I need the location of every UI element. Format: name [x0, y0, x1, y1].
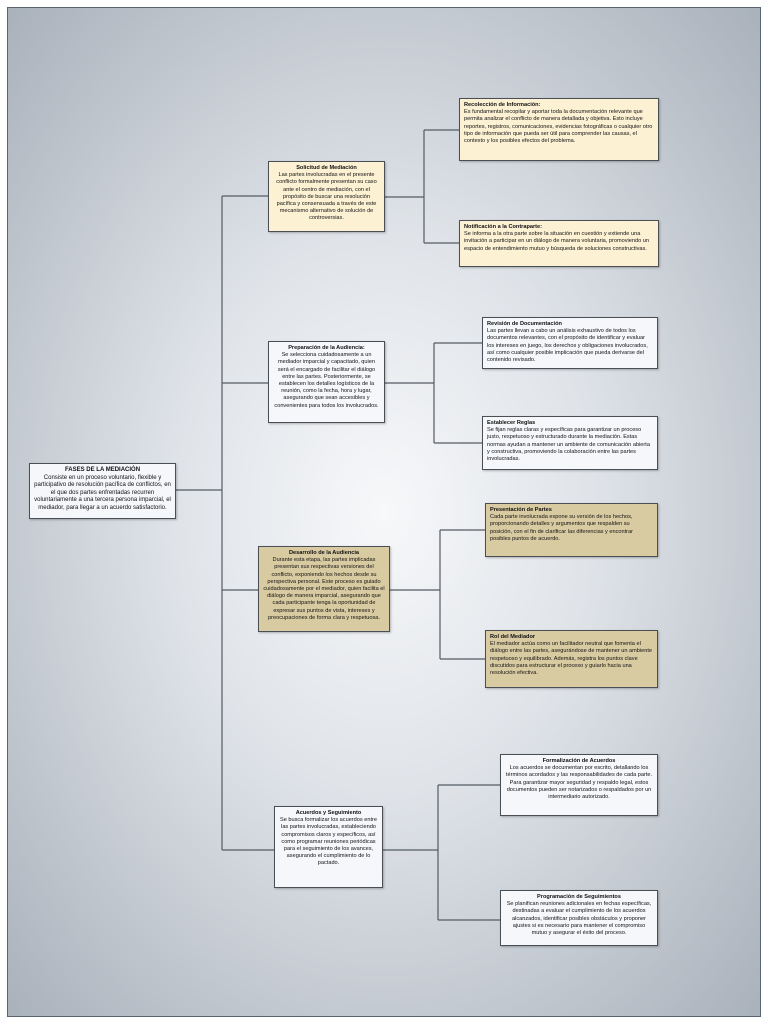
- node-text: Los acuerdos se documentan por escrito, detallando los términos acordados y las responsabilidades de cada parte. Para garantizar mayor seguridad y respaldo legal, estos documentos pueden ser notarizados o respaldados por un intermediario autorizado.: [505, 765, 653, 801]
- node-title: Establecer Reglas: [487, 420, 536, 426]
- node-text: Se informa a la otra parte sobre la situación en cuestión y extiende una invitación a participar en un diálogo de manera voluntaria, promoviendo un espacio de entendimiento mutuo y búsqueda de soluciones constructivas.: [464, 231, 650, 252]
- phase-desarrollo-node: [258, 546, 390, 632]
- phase-preparacion-node: [268, 341, 385, 423]
- connector-p3-children: [390, 530, 485, 659]
- node-title: Programación de Seguimientos: [537, 894, 621, 900]
- node-title: Formalización de Acuerdos: [542, 758, 616, 764]
- reglas-node: [482, 416, 658, 470]
- node-title: Revisión de Documentación: [487, 321, 562, 327]
- connector-p1-children: [385, 130, 459, 243]
- root-node: [29, 463, 176, 519]
- node-title: Presentación de Partes: [490, 507, 552, 513]
- node-text: Las partes llevan a cabo un análisis exhaustivo de todos los documentos relevantes, con el propósito de identificar y evaluar los intereses en juego, los derechos y obligaciones involucrados, así como cualquier posible implicación que pueda derivarse del contenido revisado.: [487, 328, 648, 364]
- connector-p4-children: [383, 785, 500, 920]
- phase-solicitud-node: [268, 161, 385, 232]
- node-text: El mediador actúa como un facilitador neutral que fomenta el diálogo entre las partes, asegurándose de mantener un ambiente respetuoso y equilibrado. Además, registra los puntos clave discutidos para estructurar el proceso y guiarlo hacia una resolución efectiva.: [490, 641, 653, 677]
- node-title: Rol del Mediador: [490, 634, 536, 640]
- phase-text: Se selecciona cuidadosamente a un mediador imparcial y capacitado, quien será el encargado de facilitar el diálogo entre las partes. Posteriormente, se establecen los detalles logísticos de la reunión, como la fecha, hora y lugar, asegurando que sean accesibles y convenientes para todos los involucrados.: [274, 352, 379, 409]
- recoleccion-node: [459, 98, 659, 161]
- phase-title: Solicitud de Mediación: [296, 165, 357, 171]
- node-title: Recolección de Información:: [464, 102, 541, 108]
- rol-mediador-node: [485, 630, 658, 688]
- node-text: Se fijan reglas claras y específicas para garantizar un proceso justo, respetuoso y estructurado durante la mediación. Estas normas ayudan a mantener un ambiente de comunicación abierta y constructiva, promoviendo la colaboración entre las partes involucradas.: [487, 427, 650, 463]
- phase-text: Las partes involucradas en el presente conflicto formalmente presentan su caso ante el centro de mediación, con el propósito de buscar una resolución pacífica y consensuada a través de este mecanismo alternativo de solución de controversias.: [276, 172, 377, 222]
- node-text: Cada parte involucrada expone su versión de los hechos, proporcionando detalles y argumentos que respalden su posición, con el fin de clarificar las diferencias y encontrar posibles puntos de acuerdo.: [490, 514, 634, 542]
- phase-text: Se busca formalizar los acuerdos entre las partes involucradas, estableciendo compromisos claros y específicos, así como programar reuniones periódicas para el seguimiento de los avances, asegurando el cumplimiento de lo pactado.: [279, 817, 377, 867]
- notificacion-node: [459, 220, 659, 267]
- presentacion-node: [485, 503, 658, 557]
- root-text: Consiste en un proceso voluntario, flexible y participativo de resolución pacífica de conflictos, en el que dos partes enfrentadas recurren voluntariamente a una tercera persona imparcial, el mediador, para llegar a un acuerdo satisfactorio.: [34, 474, 171, 511]
- programacion-node: [500, 890, 658, 946]
- root-title: FASES DE LA MEDIACIÓN: [64, 467, 141, 473]
- phase-acuerdos-node: [274, 806, 383, 888]
- phase-title: Acuerdos y Seguimiento: [295, 810, 362, 816]
- node-text: Se planifican reuniones adicionales en fechas específicas, destinadas a evaluar el cumplimiento de los acuerdos alcanzados, identificar posibles obstáculos y proponer ajustes si es necesario para mantener el compromiso mutuo y asegurar el éxito del proceso.: [506, 901, 652, 937]
- node-text: Es fundamental recopilar y aportar toda la documentación relevante que permita analizar el conflicto de manera detallada y objetiva. Esto incluye reportes, registros, comunicaciones, evidencias fotográficas o cualquier otro tipo de información que pueda ser útil para comprender las causas, el contexto y los posibles efectos del problema.: [464, 109, 653, 145]
- formalizacion-node: [500, 754, 658, 816]
- node-title: Notificación a la Contraparte:: [464, 224, 543, 230]
- revision-node: [482, 317, 658, 369]
- phase-title: Desarrollo de la Audiencia: [288, 550, 360, 556]
- phase-title: Preparación de la Audiencia:: [288, 345, 365, 351]
- phase-text: Durante esta etapa, las partes implicadas presentan sus respectivas versiones del conflicto, exponiendo los hechos desde su perspectiva personal. Este proceso es guiado cuidadosamente por el mediador, quien facilita el diálogo de manera imparcial, asegurando que cada participante tenga la oportunidad de expresar sus puntos de vista, intereses y preocupaciones de forma clara y respetuosa.: [263, 557, 385, 621]
- connector-p2-children: [385, 343, 482, 443]
